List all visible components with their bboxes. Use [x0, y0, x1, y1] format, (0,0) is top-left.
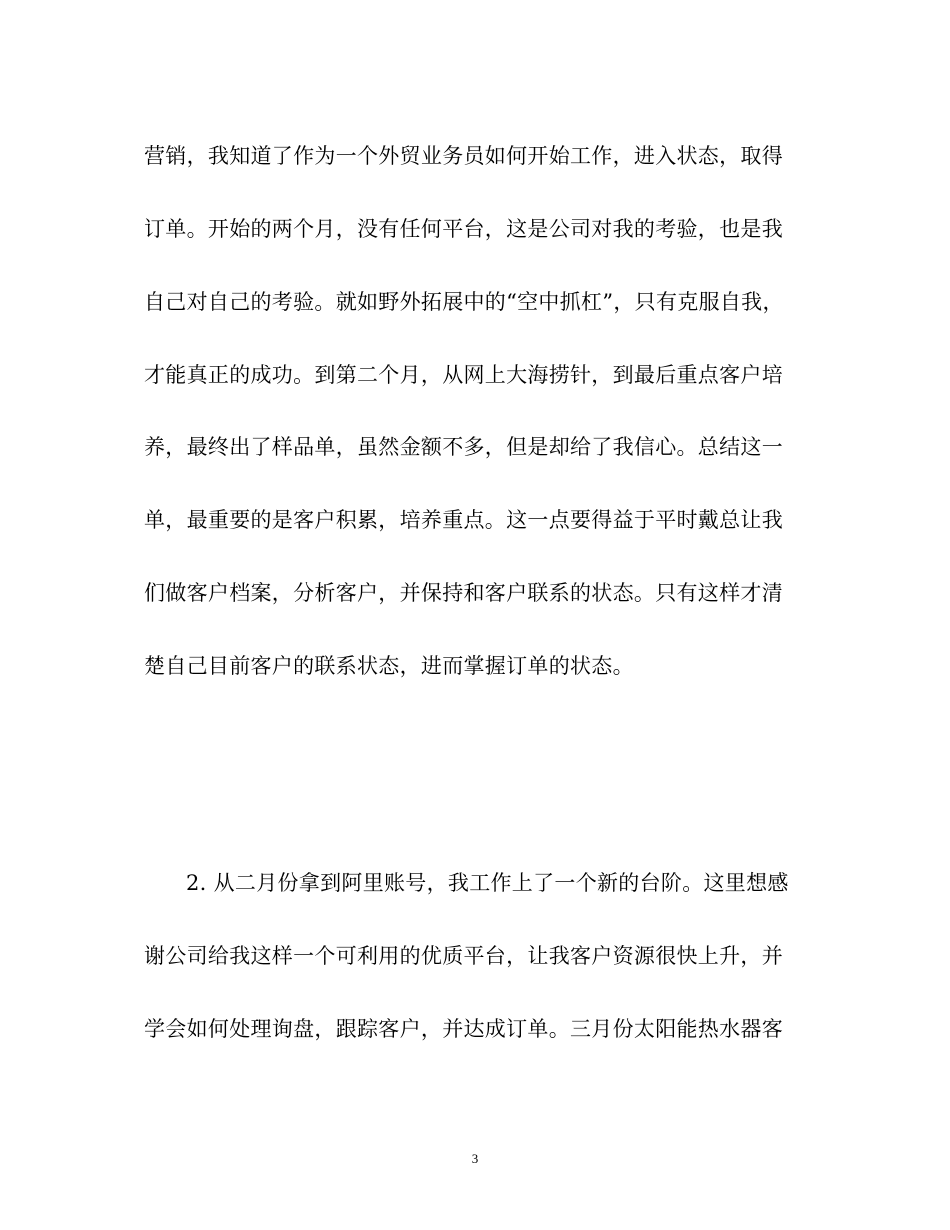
paragraph-1-line-6: 单，最重要的是客户积累，培养重点。这一点要得益于平时戴总让我 — [144, 508, 783, 532]
paragraph-2-line-3: 学会如何处理询盘，跟踪客户，并达成订单。三月份太阳能热水器客 — [144, 1017, 783, 1041]
paragraph-1-line-8: 楚自己目前客户的联系状态，进而掌握订单的状态。 — [144, 654, 634, 678]
paragraph-2-line-1: 2. 从二月份拿到阿里账号，我工作上了一个新的台阶。这里想感 — [186, 871, 789, 895]
paragraph-1-line-7: 们做客户档案，分析客户，并保持和客户联系的状态。只有这样才清 — [144, 581, 783, 605]
page-number: 3 — [471, 1151, 479, 1166]
paragraph-2-line-2: 谢公司给我这样一个可利用的优质平台，让我客户资源很快上升，并 — [144, 944, 783, 968]
paragraph-1-line-4: 才能真正的成功。到第二个月，从网上大海捞针，到最后重点客户培 — [144, 363, 783, 387]
paragraph-1-line-5: 养，最终出了样品单，虽然金额不多，但是却给了我信心。总结这一 — [144, 435, 783, 459]
paragraph-1-line-2: 订单。开始的两个月，没有任何平台，这是公司对我的考验，也是我 — [144, 217, 783, 241]
paragraph-1-line-3: 自己对自己的考验。就如野外拓展中的“空中抓杠”，只有克服自我， — [144, 290, 784, 314]
paragraph-1-line-1: 营销，我知道了作为一个外贸业务员如何开始工作，进入状态，取得 — [144, 144, 783, 168]
